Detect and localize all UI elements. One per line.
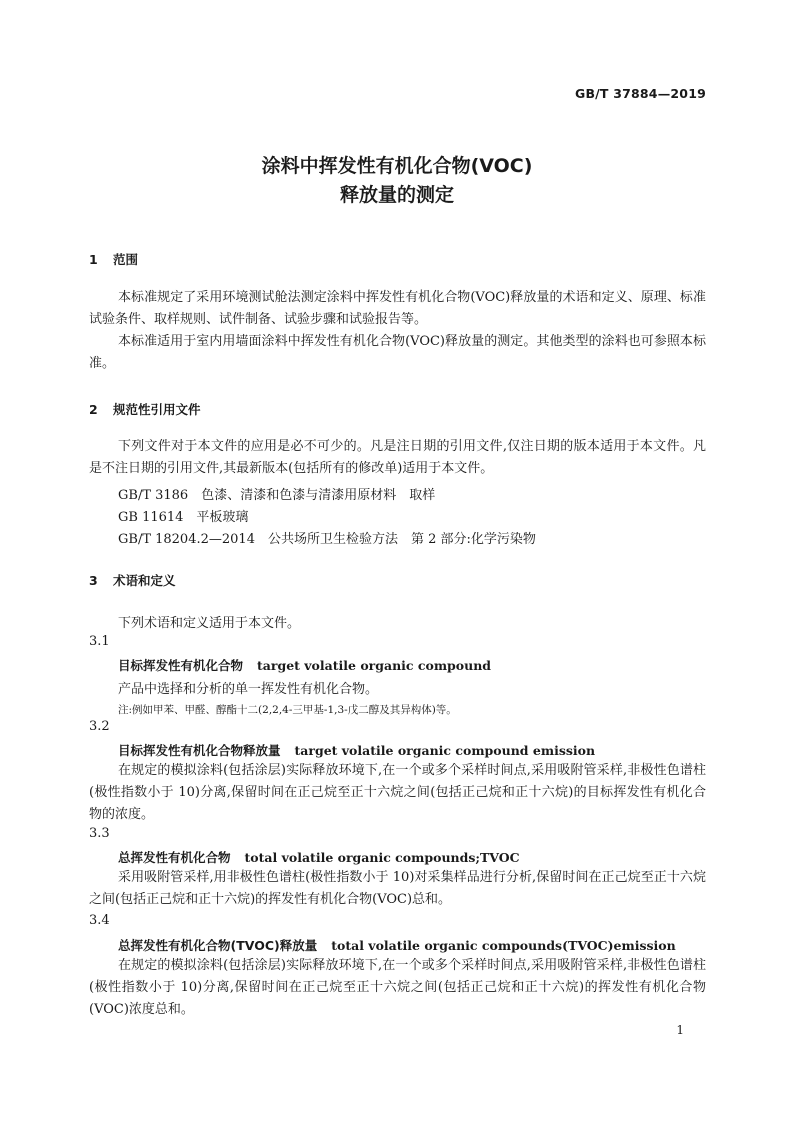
section-1-paragraph-2: 本标准适用于室内用墙面涂料中挥发性有机化合物(VOC)释放量的测定。其他类型的涂料也可参照本标准。 — [89, 334, 706, 371]
term-definition: 产品中选择和分析的单一挥发性有机化合物。 — [118, 682, 379, 697]
standard-number: GB/T 37884—2019 — [574, 86, 706, 101]
term-heading — [118, 741, 595, 759]
term-number: 3.2 — [89, 719, 110, 734]
term-number: 3.4 — [89, 913, 110, 928]
reference-item: GB/T 18204.2—2014 公共场所卫生检验方法 第 2 部分:化学污染物 — [118, 532, 536, 547]
section-1-paragraph-1: 本标准规定了采用环境测试舱法测定涂料中挥发性有机化合物(VOC)释放量的术语和定义、原理、标准试验条件、取样规则、试件制备、试验步骤和试验报告等。 — [89, 290, 706, 327]
section-2-intro: 下列文件对于本文件的应用是必不可少的。凡是注日期的引用文件,仅注日期的版本适用于本文件。凡是不注日期的引用文件,其最新版本(包括所有的修改单)适用于本文件。 — [89, 439, 706, 476]
term-chinese: 总挥发性有机化合物(TVOC)释放量 — [118, 938, 318, 953]
term-english: target volatile organic compound — [257, 658, 492, 673]
term-number: 3.3 — [89, 826, 110, 841]
section-number: 2 — [89, 402, 98, 417]
section-3-heading — [89, 571, 176, 589]
term-note: 注:例如甲苯、甲醛、醇酯十二(2,2,4-三甲基-1,3-戊二醇及其异构体)等。 — [118, 704, 457, 716]
section-1-heading — [89, 250, 138, 268]
section-3-intro: 下列术语和定义适用于本文件。 — [118, 616, 301, 631]
document-title-line2: 释放量的测定 — [339, 184, 454, 206]
term-english: total volatile organic compounds;TVOC — [244, 850, 520, 865]
section-title: 规范性引用文件 — [113, 402, 201, 417]
term-heading — [118, 656, 491, 674]
page-number: 1 — [676, 1023, 684, 1037]
term-heading — [118, 936, 676, 954]
term-english: target volatile organic compound emission — [294, 743, 596, 758]
term-chinese: 总挥发性有机化合物 — [118, 850, 231, 865]
term-definition: 在规定的模拟涂料(包括涂层)实际释放环境下,在一个或多个采样时间点,采用吸附管采样,非极性色谱柱(极性指数小于 10)分离,保留时间在正己烷至正十六烷之间(包括正己烷和正十六烷)的挥发性有机化合物(VOC)浓度总和。 — [89, 958, 706, 1017]
term-chinese: 目标挥发性有机化合物 — [118, 658, 244, 673]
term-heading — [118, 848, 520, 866]
term-english: total volatile organic compounds(TVOC)emission — [331, 938, 676, 953]
term-definition: 在规定的模拟涂料(包括涂层)实际释放环境下,在一个或多个采样时间点,采用吸附管采样,非极性色谱柱(极性指数小于 10)分离,保留时间在正己烷至正十六烷之间(包括正己烷和正十六烷)的目标挥发性有机化合物的浓度。 — [89, 763, 706, 822]
term-definition: 采用吸附管采样,用非极性色谱柱(极性指数小于 10)对采集样品进行分析,保留时间在正己烷至正十六烷之间(包括正己烷和正十六烷)的挥发性有机化合物(VOC)总和。 — [89, 870, 706, 907]
section-number: 1 — [89, 252, 98, 267]
reference-item: GB 11614 平板玻璃 — [118, 510, 249, 525]
term-number: 3.1 — [89, 634, 110, 649]
section-title: 术语和定义 — [113, 573, 176, 588]
section-number: 3 — [89, 573, 98, 588]
section-2-heading — [89, 400, 201, 418]
document-title-line1: 涂料中挥发性有机化合物(VOC) — [261, 155, 533, 177]
term-chinese: 目标挥发性有机化合物释放量 — [118, 743, 281, 758]
reference-item: GB/T 3186 色漆、清漆和色漆与清漆用原材料 取样 — [118, 488, 436, 503]
section-title: 范围 — [113, 252, 139, 267]
